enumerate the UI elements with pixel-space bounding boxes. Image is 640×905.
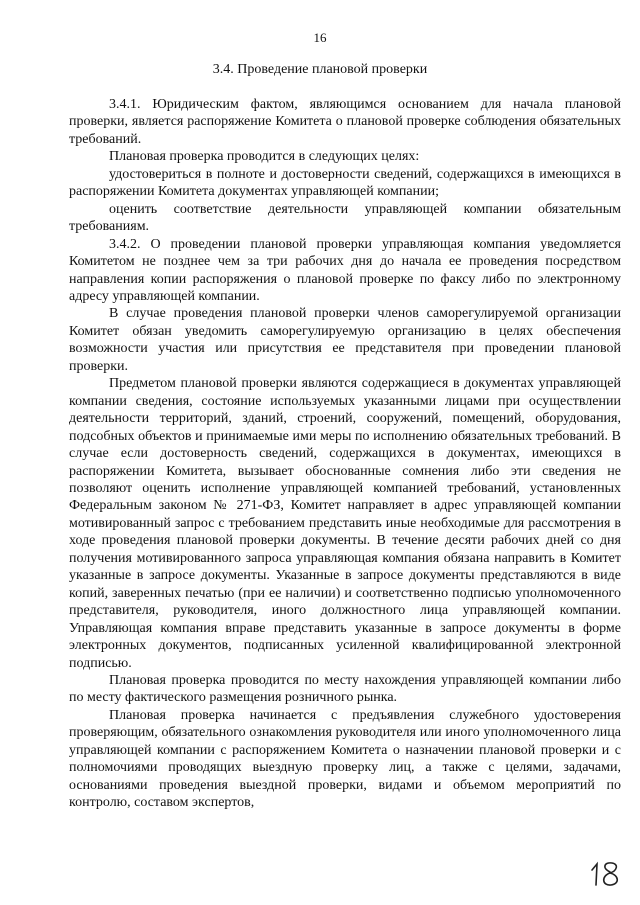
paragraph-goal-verify: удостовериться в полноте и достоверности сведений, содержащихся в имеющихся в распоряжении Комитета документах управляющей компании; (69, 166, 621, 200)
paragraph-3-4-1: 3.4.1. Юридическим фактом, являющимся основанием для начала плановой проверки, является распоряжение Комитета о плановой проверке соблюдения обязательных требований. (69, 97, 621, 147)
paragraph-inspection-start: Плановая проверка начинается с предъявления служебного удостоверения проверяющим, обязательного ознакомления руководителя или иного уполномоченного лица управляющей компании с распоряжением Комитета о назначении плановой проверки и с полномочиями проводящих выездную проверку лиц, а также с целями, задачами, основаниями проведения выездной проверки, видами и объемом мероприятий по контролю, составом экспертов, (69, 707, 621, 811)
body-text (69, 96, 621, 812)
paragraph-inspection-subject: Предметом плановой проверки являются содержащиеся в документах управляющей компании сведения, состояние используемых указанными лицами при осуществлении деятельности территорий, зданий, строений, сооружений, помещений, оборудования, подсобных объектов и принимаемые ими меры по исполнению обязательных требований. В случае если достоверность сведений, содержащихся в документах, имеющихся в распоряжении Комитета, вызывает обоснованные сомнения либо эти сведения не позволяют оценить исполнение управляющей компанией требований, установленных Федеральным законом № 271-ФЗ, Комитет направляет в адрес управляющей компании мотивированный запрос с требованием представить иные необходимые для рассмотрения в ходе проведения плановой проверки документы. В течение десяти рабочих дней со дня получения мотивированного запроса управляющая компания обязана направить в Комитет указанные в запросе документы. Указанные в запросе документы представляются в виде копий, заверенных печатью (при ее наличии) и соответственно подписью уполномоченного представителя, руководителя, иного должностного лица управляющей компании. Управляющая компания вправе представить указанные в запросе документы в форме электронных документов, подписанных усиленной квалифицированной электронной подписью. (69, 376, 621, 671)
paragraph-3-4-2: 3.4.2. О проведении плановой проверки управляющая компания уведомляется Комитетом не позднее чем за три рабочих дня до начала ее проведения посредством направления копии распоряжения о плановой проверке по факсу либо по электронному адресу управляющей компании. (69, 236, 621, 304)
paragraph-goal-assess: оценить соответствие деятельности управляющей компании обязательным требованиям. (69, 201, 621, 235)
handwritten-page-mark (586, 858, 626, 890)
paragraph-inspection-place: Плановая проверка проводится по месту нахождения управляющей компании либо по месту фактического размещения розничного рынка. (69, 672, 621, 706)
paragraph-goals-intro: Плановая проверка проводится в следующих целях: (109, 149, 420, 165)
paragraph-sro-notice: В случае проведения плановой проверки членов саморегулируемой организации Комитет обязан уведомить саморегулируемую организацию в целях обеспечения возможности участия или присутствия ее представителя при проведении плановой проверки. (69, 306, 621, 374)
section-title: 3.4. Проведение плановой проверки (212, 62, 428, 77)
page-number: 16 (313, 30, 327, 45)
